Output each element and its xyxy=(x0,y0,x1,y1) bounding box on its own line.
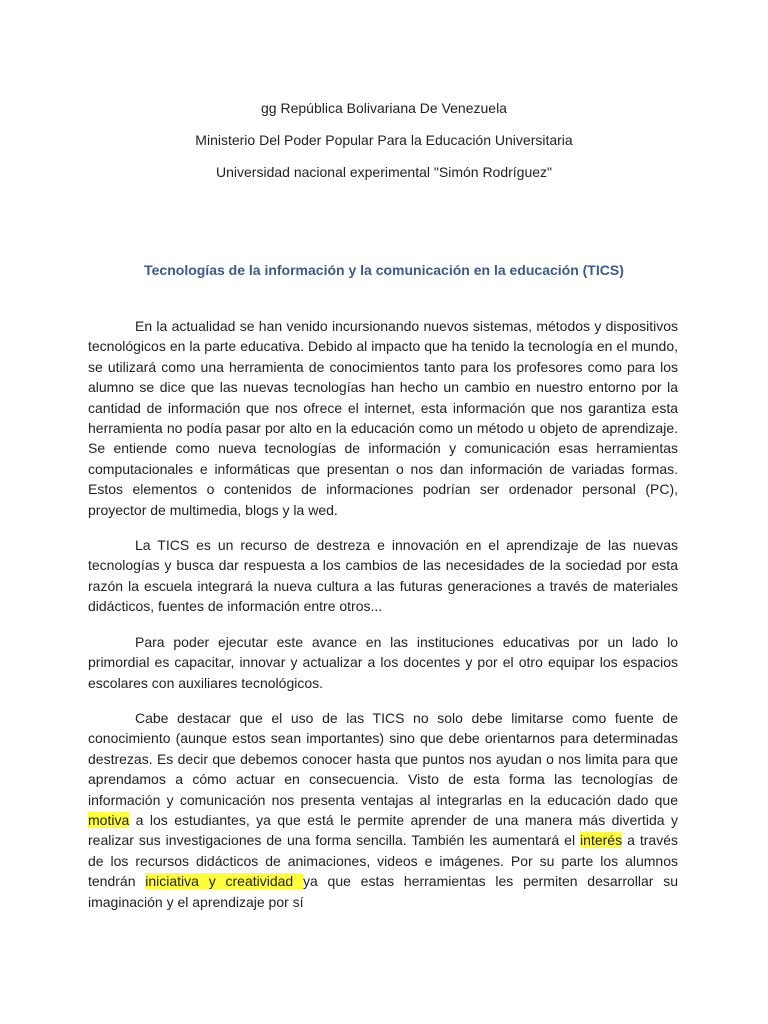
highlight-interes: interés xyxy=(580,832,623,849)
paragraph-2: La TICS es un recurso de destreza e innovación en el aprendizaje de las nuevas tecnologías y busca dar respuesta a los cambios de las necesidades de la sociedad por esta razón la escuela integrará la nueva cultura a las futuras generaciones a través de materiales didácticos, fuentes de información entre otros... xyxy=(88,537,678,615)
header-line-ministry: Ministerio Del Poder Popular Para la Educación Universitaria xyxy=(195,132,573,148)
paragraph-4-text: Cabe destacar que el uso de las TICS no solo debe limitarse como fuente de conocimiento (aunque estos sean importantes) sino que debe orientarnos para determinadas destrezas. Es decir que debemos conocer hasta que puntos nos ayudan o nos limita para que aprendamos a cómo actuar en consecuencia. Visto de esta forma las tecnologías de información y comunicación nos presenta ventajas al integrarlas en la educación dado que xyxy=(88,709,678,808)
paragraph-4-text: ya que estas herramientas les permiten desarrollar su imaginación y el aprendizaje por sí xyxy=(88,873,679,910)
highlight-iniciativa: iniciativa y creatividad xyxy=(145,873,303,890)
paragraph-4-text: a través de los recursos didácticos de animaciones, videos e imágenes. Por su parte los alumnos tendrán xyxy=(88,832,678,890)
highlight-motiva: motiva xyxy=(88,811,130,828)
header-line-university: Universidad nacional experimental "Simón Rodríguez" xyxy=(216,164,552,180)
paragraph-1: En la actualidad se han venido incursionando nuevos sistemas, métodos y dispositivos tecnológicos en la parte educativa. Debido al impacto que ha tenido la tecnología en el mundo, se utilizará como una herramienta de conocimientos tanto para los profesores como para los alumno se dice que las nuevas tecnologías han hecho un cambio en nuestro entorno por la cantidad de información que nos ofrece el internet, esta información que nos garantiza esta herramienta no podía pasar por alto en la educación como un método u objeto de aprendizaje. Se entiende como nueva tecnologías de información y comunicación esas herramientas computacionales e informáticas que presentan o nos dan información de variadas formas. Estos elementos o contenidos de informaciones podrían ser ordenador personal (PC), proyector de multimedia, blogs y la wed. xyxy=(88,318,678,518)
header-line-country: gg República Bolivariana De Venezuela xyxy=(261,100,507,116)
document-body xyxy=(88,316,678,927)
paragraph-4-text: a los estudiantes, ya que está le permite aprender de una manera más divertida y realizar sus investigaciones de una forma sencilla. También les aumentará el xyxy=(88,811,678,849)
paragraph-3: Para poder ejecutar este avance en las instituciones educativas por un lado lo primordial es capacitar, innovar y actualizar a los docentes y por el otro equipar los espacios escolares con auxiliares tecnológicos. xyxy=(88,633,678,691)
institution-header xyxy=(0,92,768,188)
document-title: Tecnologías de la información y la comunicación en la educación (TICS) xyxy=(144,262,624,278)
paragraph-4 xyxy=(88,708,678,912)
